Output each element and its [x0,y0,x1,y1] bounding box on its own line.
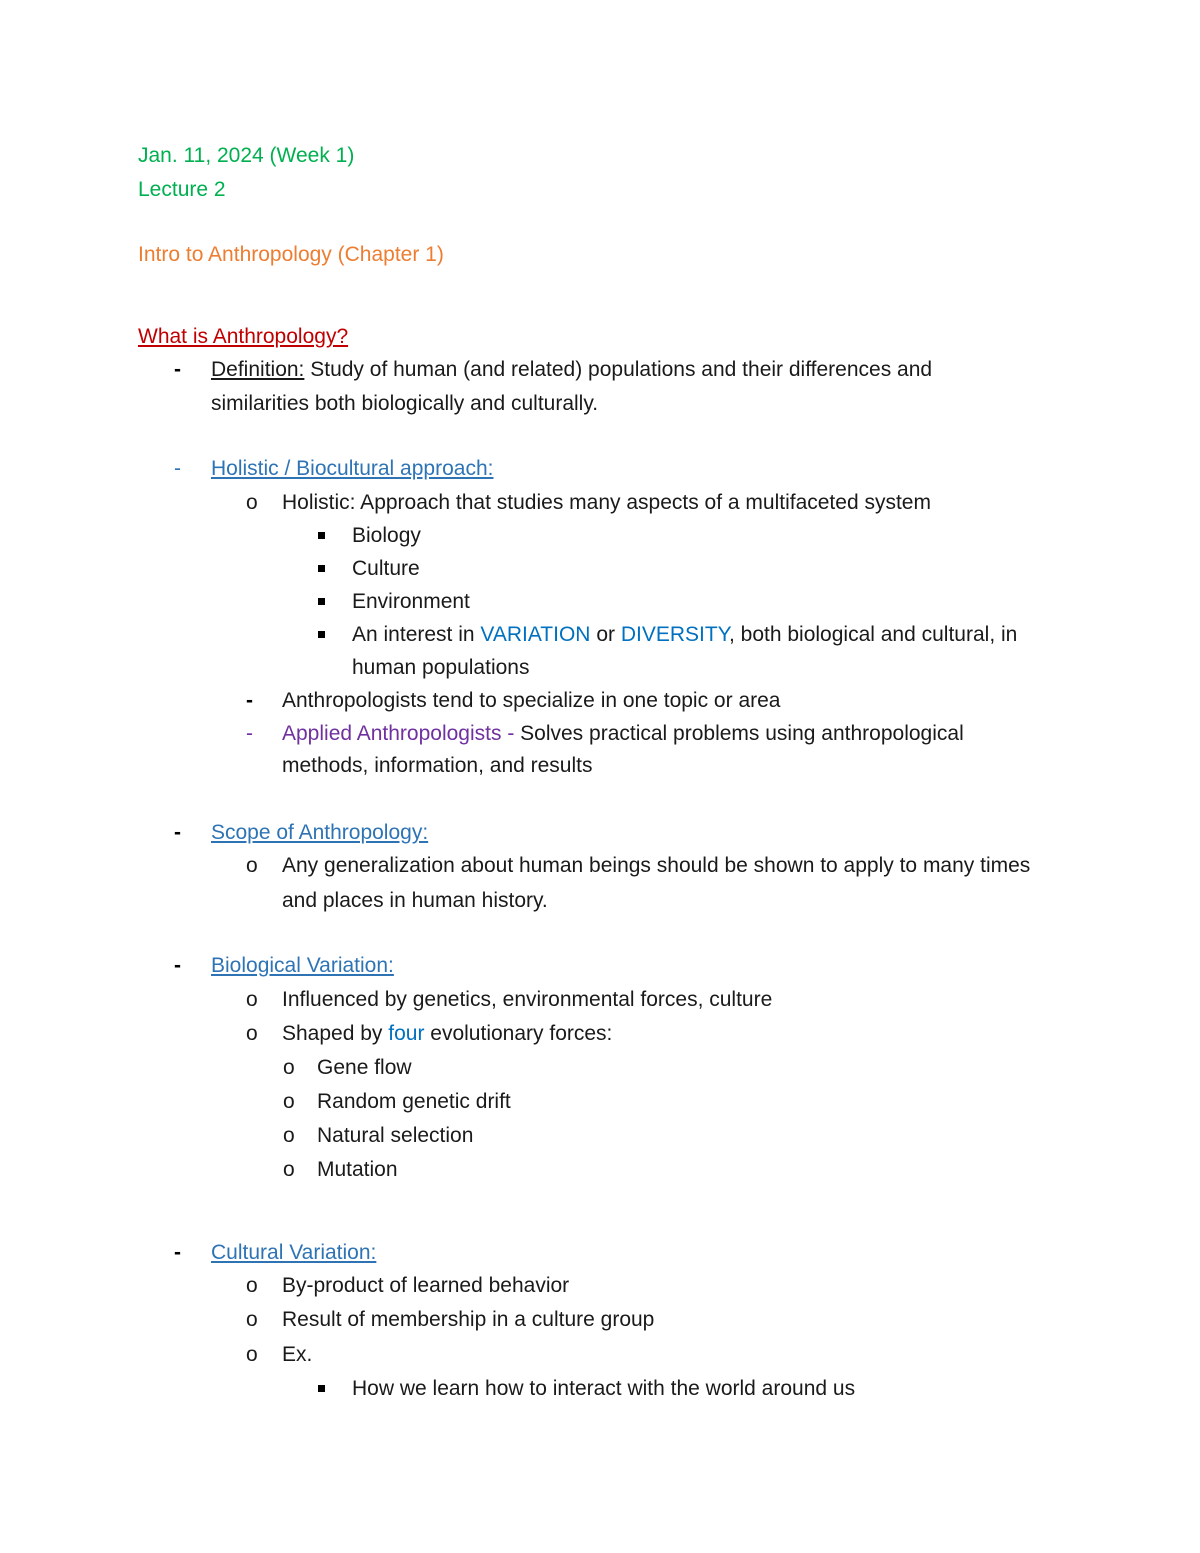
dash-bullet: - [174,457,181,480]
circle-bullet: o [246,491,258,514]
circle-bullet: o [283,1124,295,1147]
list-item: Ex. [282,1343,313,1366]
list-item: Result of membership in a culture group [282,1308,655,1331]
circle-bullet: o [246,1274,258,1297]
shaped-text: Shaped by [282,1022,389,1045]
applied-line [282,720,964,748]
section-heading-what-is: What is Anthropology? [138,325,349,348]
specialize-line: Anthropologists tend to specialize in one topic or area [282,689,781,712]
dash-bullet: - [174,1241,181,1264]
dash-bullet: - [246,722,253,745]
dash-bullet: - [174,954,181,977]
interest-continuation: human populations [352,656,530,679]
circle-bullet: o [246,1022,258,1045]
page-title: Intro to Anthropology (Chapter 1) [138,243,444,266]
applied-label: Applied Anthropologists - [282,722,521,745]
lecture-date: Jan. 11, 2024 (Week 1) [138,144,355,167]
applied-continuation: methods, information, and results [282,754,593,777]
list-item: By-product of learned behavior [282,1274,570,1297]
holistic-definition: Holistic: Approach that studies many aspects of a multifaceted system [282,491,931,514]
definition-label: Definition: [211,358,305,381]
list-item: Random genetic drift [317,1090,511,1113]
subheading-scope: Scope of Anthropology: [211,821,429,844]
square-bullet [318,522,325,550]
list-item: Gene flow [317,1056,412,1079]
dash-bullet: - [174,821,181,844]
example-line: How we learn how to interact with the world around us [352,1377,856,1400]
list-item: Biology [352,524,421,547]
dash-bullet: - [174,358,181,381]
circle-bullet: o [283,1158,295,1181]
shaped-text-end: evolutionary forces: [424,1022,613,1045]
subheading-biological: Biological Variation: [211,954,394,977]
scope-text: Any generalization about human beings should be shown to apply to many times [282,854,1031,877]
square-bullet [318,621,325,649]
applied-text: Solves practical problems using anthropological [520,722,964,745]
interest-text: An interest in [352,623,481,646]
list-item: Mutation [317,1158,398,1181]
list-item: Culture [352,557,420,580]
square-bullet [318,588,325,616]
shaped-line [282,1020,612,1048]
variation-emphasis: VARIATION [480,623,591,646]
circle-bullet: o [246,854,258,877]
subheading-cultural: Cultural Variation: [211,1241,377,1264]
circle-bullet: o [246,1308,258,1331]
circle-bullet: o [246,1343,258,1366]
interest-or: or [590,623,621,646]
interest-line [352,621,1017,649]
subheading-holistic: Holistic / Biocultural approach: [211,457,494,480]
dash-bullet: - [246,689,253,712]
definition-text: Study of human (and related) populations and their differences and [304,358,933,381]
circle-bullet: o [283,1090,295,1113]
list-item: Environment [352,590,470,613]
square-bullet [318,555,325,583]
definition-line [211,356,932,384]
circle-bullet: o [283,1056,295,1079]
definition-continuation: similarities both biologically and culturally. [211,392,599,415]
circle-bullet: o [246,988,258,1011]
list-item: Natural selection [317,1124,474,1147]
lecture-number: Lecture 2 [138,178,226,201]
diversity-emphasis: DIVERSITY [620,623,729,646]
scope-continuation: and places in human history. [282,889,548,912]
four-emphasis: four [388,1022,425,1045]
square-bullet [318,1375,325,1403]
influenced-line: Influenced by genetics, environmental forces, culture [282,988,773,1011]
interest-text-end: , both biological and cultural, in [728,623,1018,646]
